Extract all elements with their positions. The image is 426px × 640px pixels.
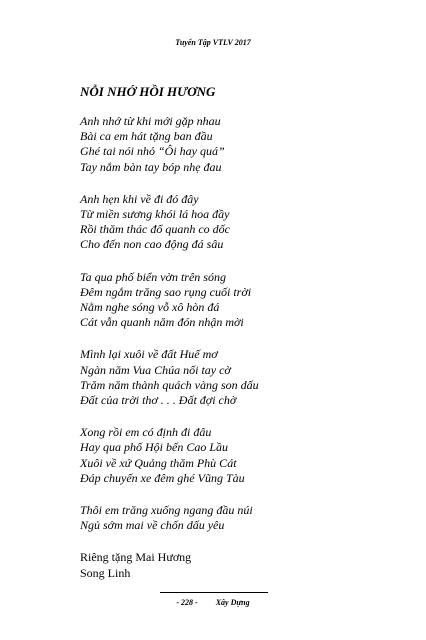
poem [80,84,400,598]
poem-line: Trăm năm thành quách vàng son dấu [80,377,259,392]
dedication: Riêng tặng Mai Hương [80,550,192,565]
poem-line: Anh nhớ từ khi mới gặp nhau [80,114,221,128]
poem-line: Ngủ sớm mai về chốn dấu yêu [80,518,225,533]
poem-line: Ta qua phố biển vờn trên sóng [80,269,226,284]
signature [80,550,400,580]
poem-line: Xong rồi em có định đi đâu [80,425,212,440]
stanza-2 [80,192,400,253]
poem-line: Cho đến non cao động đá sâu [80,237,224,252]
poem-line: Đêm ngắm trăng sao rụng cuối trời [80,284,252,299]
poem-line: Ghé tai nói nhỏ “Ôi hay quá” [80,144,225,159]
poem-line: Nằm nghe sóng vỗ xô hòn đá [80,300,220,315]
poem-line: Đáp chuyến xe đêm ghé Vũng Tàu [80,470,245,485]
stanza-5 [80,425,400,486]
stanza-6 [80,503,400,533]
poem-line: Mình lại xuôi về đất Huế mơ [80,347,218,362]
poem-line: Từ miền sương khói lá hoa đầy [80,207,230,222]
poem-line: Thôi em trăng xuống ngang đầu núi [80,503,253,518]
poem-line: Cát vẫn quanh năm đón nhận mời [80,315,244,330]
stanza-3 [80,270,400,331]
poem-line: Rồi thăm thác đổ quanh co dốc [80,222,230,237]
stanza-4 [80,347,400,408]
poem-line: Bài ca em hát tặng ban đầu [80,129,213,144]
running-header: Tuyển Tập VTLV 2017 [175,38,251,47]
footer-divider [160,592,268,593]
poem-line: Hay qua phố Hội bến Cao Lầu [80,440,228,455]
stanza-1 [80,114,400,175]
poem-title: NỖI NHỚ HỒI HƯƠNG [80,84,216,99]
author-name: Song Linh [80,565,131,580]
poem-line: Tay nắm bàn tay bóp nhẹ đau [80,159,222,174]
poem-line: Xuôi về xứ Quảng thăm Phù Cát [80,455,237,470]
poem-line: Anh hẹn khi về đi đó đây [80,191,199,206]
poem-line: Ngàn năm Vua Chúa nối tay cờ [80,362,231,377]
page-footer [0,598,426,607]
poem-line: Đất của trời thơ . . . Đất đợi chờ [80,393,237,408]
section-name: Xây Dựng [215,598,250,607]
page-number: - 228 - [176,598,198,607]
